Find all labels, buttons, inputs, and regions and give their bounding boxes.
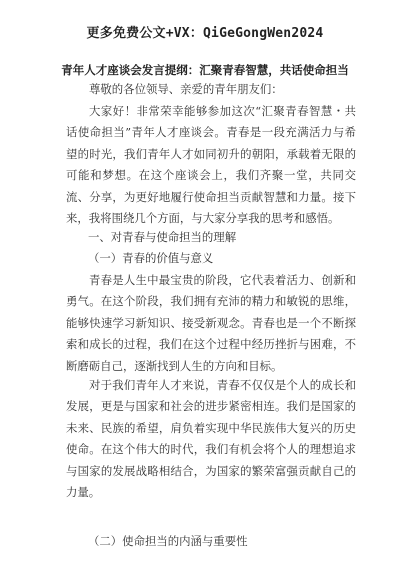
document-title: 青年人才座谈会发言提纲：汇聚青春智慧，共话使命担当 (61, 63, 349, 77)
paragraph-youth-country: 对于我们青年人才来说，青春不仅仅是个人的成长和发展，更是与国家和社会的进步紧密相连。我们是国家的未来、民族的希望，肩负着实现中华民族伟大复兴的历史使命。在这个伟大的时代，我们有机会将个人的理想追求与国家的发展战略相结合，为国家的繁荣富强贡献自己的力量。 (66, 378, 356, 500)
subsection-1-heading: （一）青春的价值与意义 (88, 251, 214, 265)
section-1-heading: 一、对青春与使命担当的理解 (88, 230, 237, 244)
subsection-2-heading: （二）使命担当的内涵与重要性 (88, 534, 248, 548)
intro-paragraph: 大家好！非常荣幸能够参加这次“汇聚青春智慧・共话使命担当”青年人才座谈会。青春是一段充满活力与希望的时光，我们青年人才如同初升的朝阳，承载着无限的可能和梦想。在这个座谈会上，我们齐聚一堂，共同交流、分享，为更好地履行使命担当贡献智慧和力量。接下来，我将围绕几个方面，与大家分享我的思考和感悟。 (66, 104, 356, 226)
watermark-banner: 更多免费公文+VX：QiGeGongWen2024 (86, 26, 324, 41)
greeting-line: 尊敬的各位领导、亲爱的青年朋友们： (89, 82, 283, 96)
paragraph-youth-value: 青春是人生中最宝贵的阶段，它代表着活力、创新和勇气。在这个阶段，我们拥有充沛的精力和敏锐的思维，能够快速学习新知识、接受新观念。青春也是一个不断探索和成长的过程，我们在这个过程中经历挫折与困难，不断磨砺自己，逐渐找到人生的方向和目标。 (66, 273, 356, 373)
